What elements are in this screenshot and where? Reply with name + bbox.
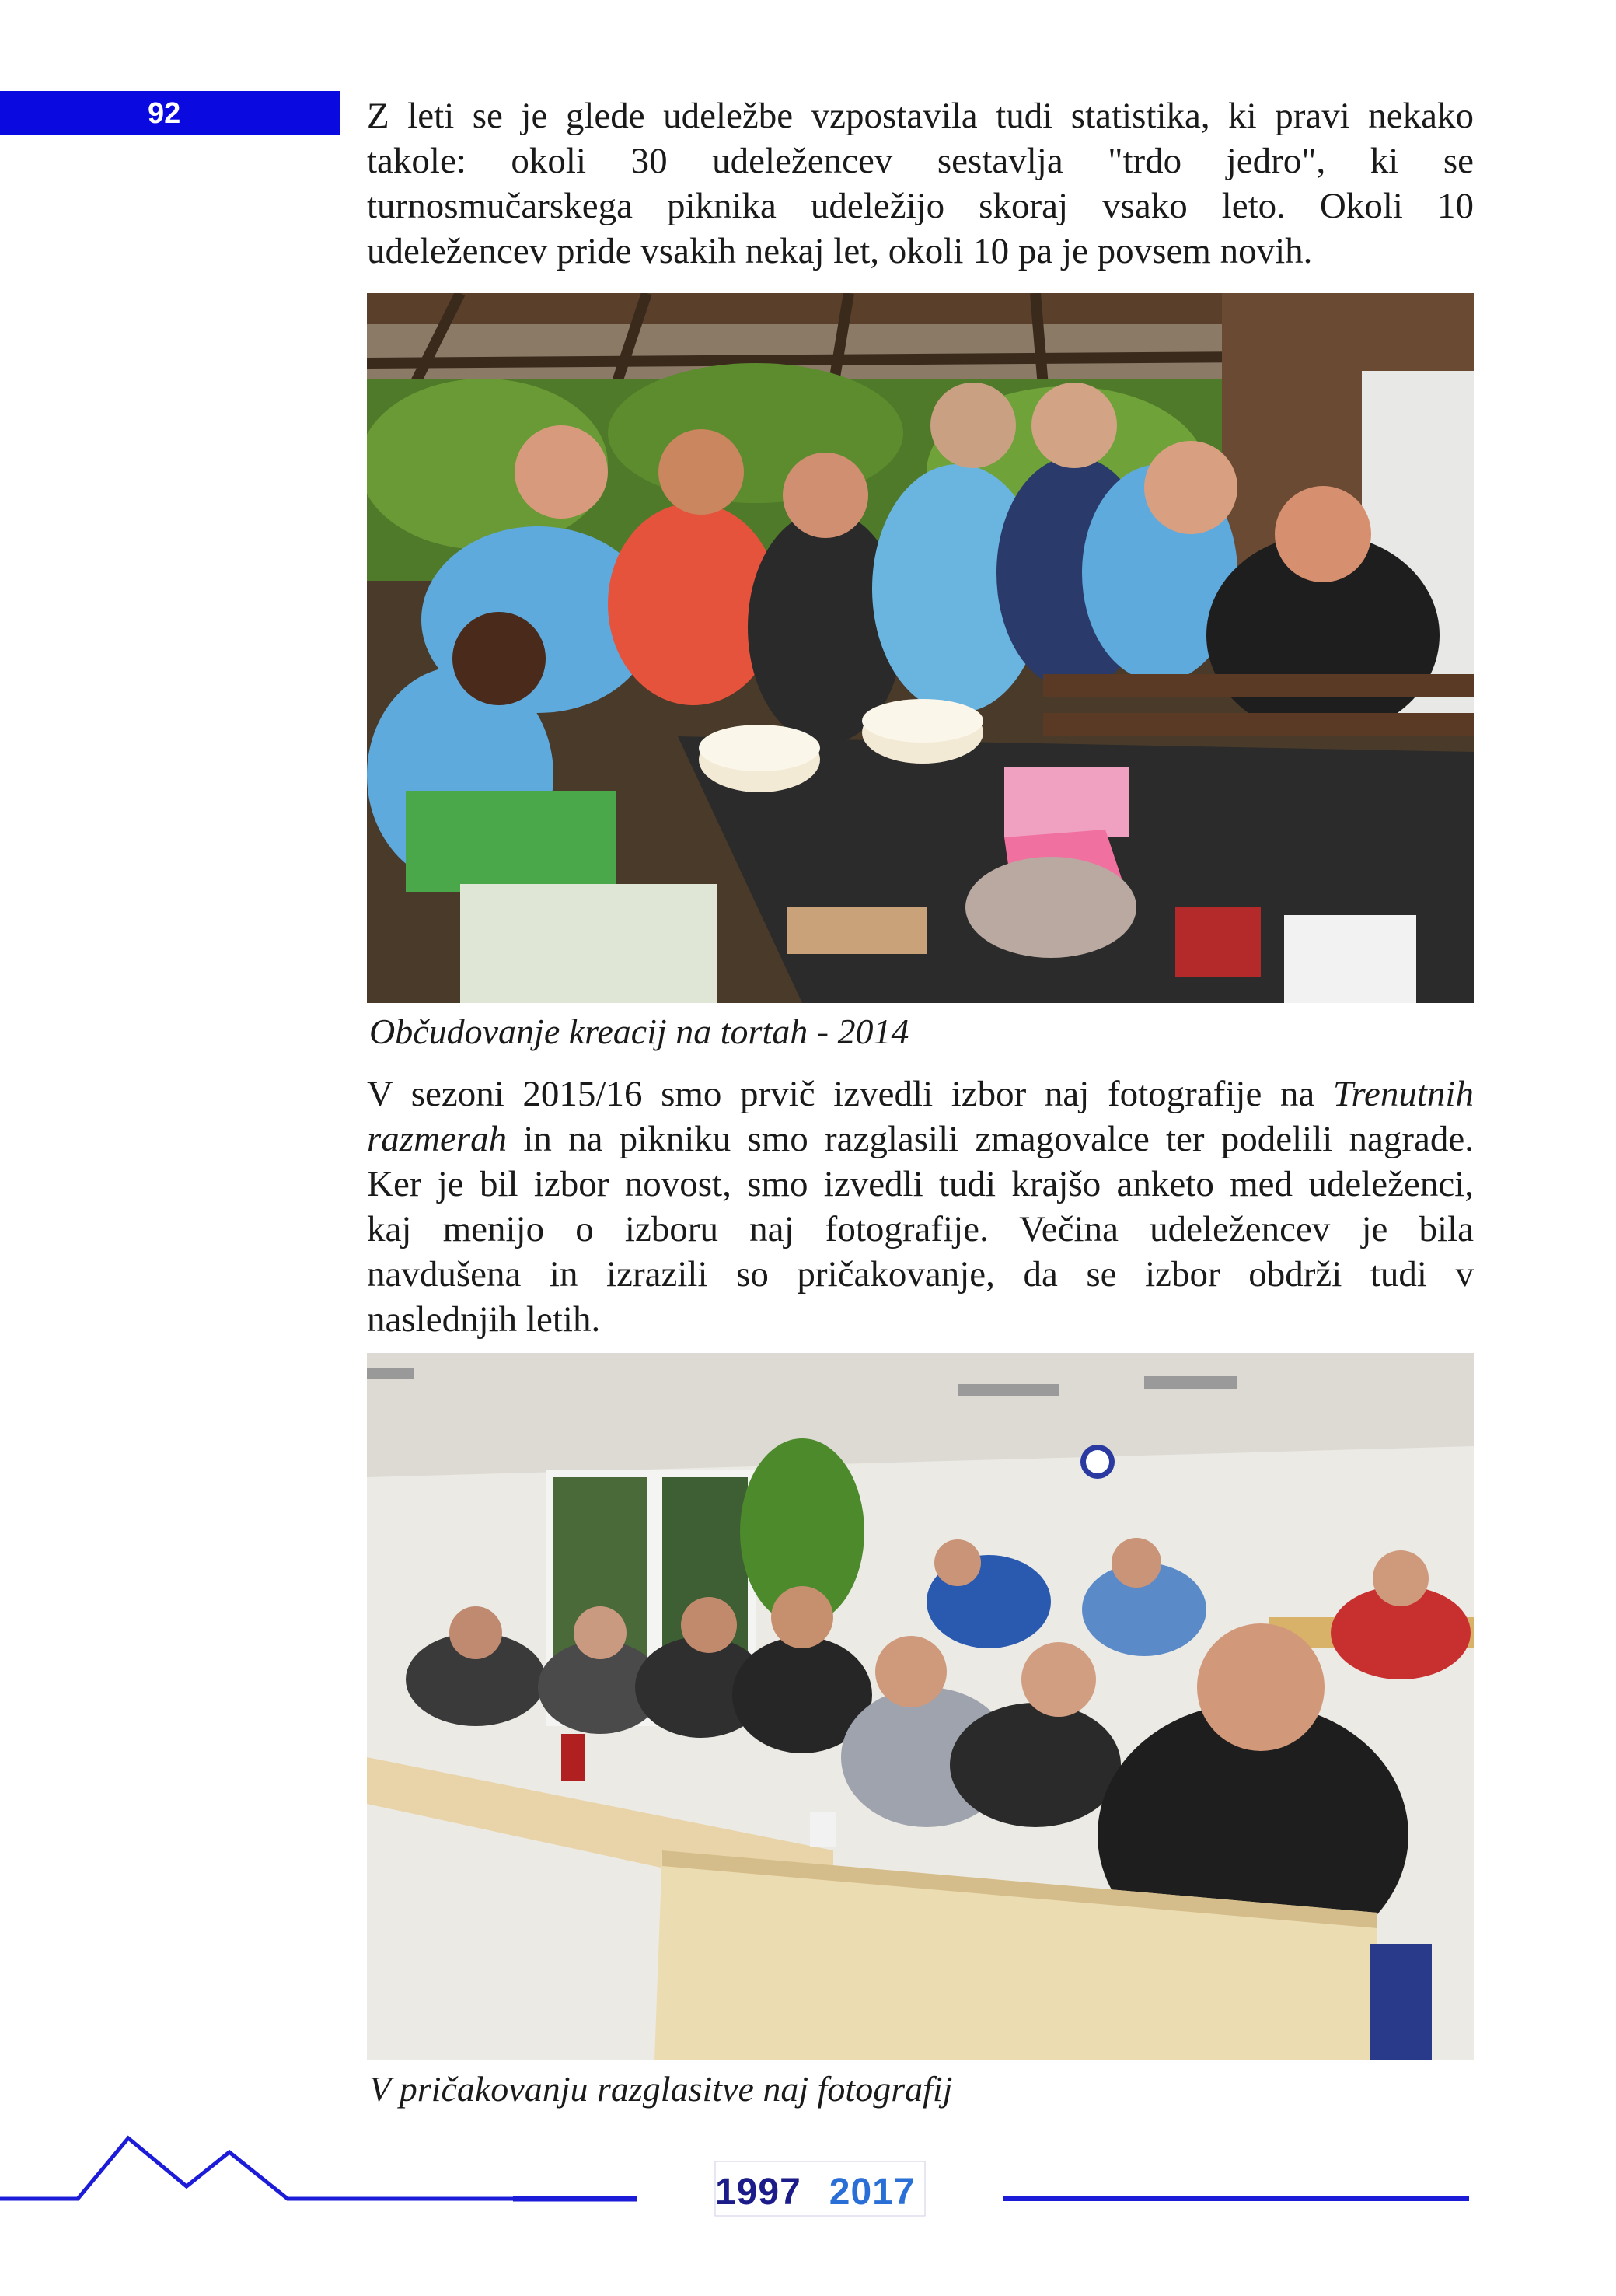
photo-cake-admiration: [367, 293, 1474, 1003]
caption-photo-1: Občudovanje kreacij na tortah - 2014: [369, 1012, 909, 1051]
paragraph-line: udeležencev pride vsakih nekaj let, okoli 10 pa je povsem novih.: [367, 231, 1313, 271]
paragraph-line: naslednjih letih.: [367, 1299, 601, 1340]
paragraph-emphasis: razmerah: [367, 1119, 508, 1159]
paragraph-photo-contest: [367, 1071, 1474, 1342]
paragraph-statistics: [367, 93, 1474, 274]
paragraph-line: Z leti se je glede udeležbe vzpostavila tudi statistika, ki pravi nekako: [367, 96, 1474, 136]
caption-photo-2: V pričakovanju razglasitve naj fotografij: [369, 2069, 953, 2109]
page-number: 92: [148, 97, 181, 130]
footer-year-end: 2017: [829, 2172, 916, 2213]
paragraph-line: kaj menijo o izboru naj fotografije. Večina udeležencev je bila: [367, 1209, 1474, 1249]
paragraph-line: turnosmučarskega piknika udeležijo skoraj vsako leto. Okoli 10: [367, 186, 1474, 226]
paragraph-text: V sezoni 2015/16 smo prvič izvedli izbor naj fotografije na: [367, 1074, 1333, 1114]
paragraph-line: navdušena in izrazili so pričakovanje, da se izbor obdrži tudi v: [367, 1254, 1474, 1295]
paragraph-emphasis: Trenutnih: [1332, 1074, 1474, 1114]
photo-audience: [367, 1353, 1474, 2060]
paragraph-line: takole: okoli 30 udeležencev sestavlja "trdo jedro", ki se: [367, 141, 1474, 181]
paragraph-line: [367, 1117, 1474, 1162]
footer-year-start: 1997: [715, 2172, 801, 2213]
paragraph-line: Ker je bil izbor novost, smo izvedli tudi krajšo anketo med udeleženci,: [367, 1164, 1474, 1204]
paragraph-text: in na pikniku smo razglasili zmagovalce ter podelili nagrade.: [507, 1119, 1474, 1159]
footer-years: [715, 2171, 916, 2214]
paragraph-line: [367, 1071, 1474, 1117]
